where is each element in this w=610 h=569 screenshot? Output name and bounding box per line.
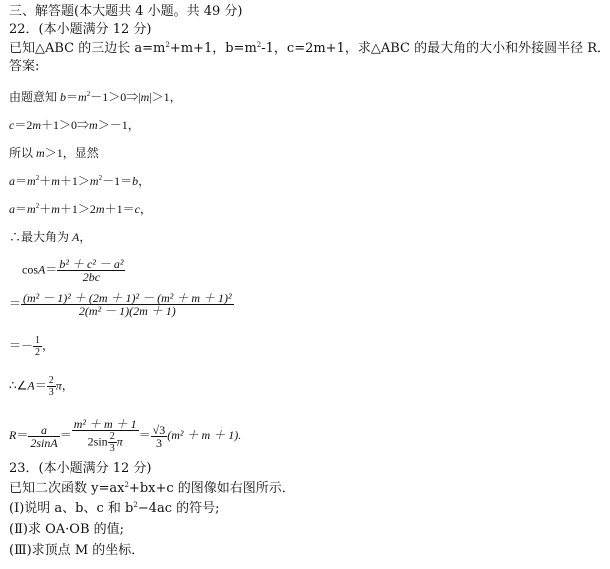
step-1-eq: ＝ xyxy=(66,90,79,104)
step-5-m3: m xyxy=(95,202,105,216)
half-formula xyxy=(9,335,54,358)
q22-stem-end: -1，c=2m+1，求△ABC 的最大角的大小和外接圆半径 R． xyxy=(261,41,610,56)
expand-numerator: (m² － 1)² ＋ (2m ＋ 1)² － (m² ＋ m ＋ 1)² xyxy=(23,291,232,305)
q23-part-1-end: −4ac 的符号; xyxy=(137,501,220,516)
expand-fraction xyxy=(21,292,234,317)
radius-frac1-den: 2sinA xyxy=(30,435,58,450)
angle-A: A xyxy=(27,378,35,393)
cos-lhs: cos xyxy=(22,262,38,277)
step-2-end: ＞－1， xyxy=(97,118,140,132)
half-end: ， xyxy=(42,338,55,353)
step-4-r1: ＋ xyxy=(39,174,52,188)
cos-formula xyxy=(22,258,125,283)
angle-formula xyxy=(9,375,74,398)
q22-stem-mid: +m+1，b=m xyxy=(169,41,257,56)
step-4-sq: 2 xyxy=(35,174,40,182)
radius-eq2: ＝ xyxy=(59,427,72,442)
step-2-mid2: ＋1＞0⇒ xyxy=(41,118,90,132)
q22-stem-sq2: 2 xyxy=(256,41,262,49)
q22-heading: 22．(本小题满分 12 分) xyxy=(9,22,152,37)
radius-eq3: ＝ xyxy=(138,427,151,442)
radius-R: R xyxy=(9,427,17,442)
q22-stem-start: 已知△ABC 的三边长 a=m xyxy=(9,41,166,56)
radius-frac2-num: m² ＋ m ＋ 1 xyxy=(73,417,137,431)
step-3-end: ＞1，显然 xyxy=(44,146,99,160)
q23-stem xyxy=(9,481,295,497)
half-denominator: 2 xyxy=(35,347,41,358)
step-3-pre: 所以 xyxy=(9,146,37,160)
step-4-b: b xyxy=(132,174,139,188)
q23-stem-sq: 2 xyxy=(124,481,129,489)
step-5-r1: ＋ xyxy=(39,202,52,216)
step-5-r2: ＋1＞2 xyxy=(59,202,96,216)
step-4-a: a xyxy=(9,174,15,188)
step-2 xyxy=(9,118,140,132)
step-2-m: m xyxy=(32,118,42,132)
step-4-r3: －1＝ xyxy=(102,174,133,188)
expand-formula xyxy=(9,292,234,317)
step-1-pre: 由题意知 xyxy=(9,90,61,104)
q23-part-1-sq: 2 xyxy=(133,501,138,509)
cos-fraction xyxy=(57,258,125,283)
step-4-m: m xyxy=(27,174,36,188)
step-6-end: ， xyxy=(79,230,92,244)
step-2-mid: ＝2 xyxy=(14,118,33,132)
radius-frac2-den-fraction xyxy=(108,431,117,454)
step-4: $a=m^2+m+1>m^2-1=b$， xyxy=(9,174,151,188)
angle-numerator: 2 xyxy=(48,375,54,386)
radius-frac2-den-pre: 2sin xyxy=(87,434,108,449)
radius-frac2-den-num: 2 xyxy=(109,431,115,442)
radius-frac2 xyxy=(72,418,139,454)
step-5-sq: 2 xyxy=(35,202,40,210)
step-5: $a=m^2+m+1>2m+1=c$， xyxy=(9,202,152,216)
cos-eq: ＝ xyxy=(45,262,58,277)
step-4-sq2: 2 xyxy=(98,174,103,182)
radius-frac3 xyxy=(151,424,168,449)
step-5-m2: m xyxy=(51,202,60,216)
radius-formula xyxy=(9,418,241,454)
q23-part-2: (Ⅱ)求 OA·OB 的值; xyxy=(9,522,125,537)
angle-end: ， xyxy=(61,378,74,393)
step-5-r3: ＋1＝ xyxy=(104,202,135,216)
q22-stem-sq1: 2 xyxy=(165,41,170,49)
step-4-m2: m xyxy=(51,174,60,188)
step-4-m3: m xyxy=(89,174,99,188)
section-heading: 三、解答题(本大题共 4 小题。共 49 分) xyxy=(9,4,243,19)
expand-eq: ＝ xyxy=(9,296,22,311)
step-5-c: c xyxy=(134,202,140,216)
step-3 xyxy=(9,146,99,160)
radius-frac3-den: 3 xyxy=(155,435,162,450)
step-1 xyxy=(9,90,182,104)
angle-fraction xyxy=(47,375,56,398)
half-numerator: 1 xyxy=(35,335,41,346)
q23-stem-start: 已知二次函数 y=ax xyxy=(9,481,125,496)
radius-eq1: ＝ xyxy=(16,427,29,442)
radius-frac2-den-den: 3 xyxy=(109,443,115,454)
half-lead: ＝－ xyxy=(9,338,34,353)
angle-eq: ＝ xyxy=(34,378,47,393)
step-2-m2: m xyxy=(89,118,98,132)
step-3-m: m xyxy=(36,146,45,160)
cos-denominator: 2bc xyxy=(82,270,101,284)
radius-frac3-num: √3 xyxy=(152,422,166,437)
q23-part-1-start: (Ⅰ)说明 a、b、c 和 b xyxy=(9,501,134,516)
radius-frac2-den-pi: π xyxy=(116,434,123,449)
half-fraction xyxy=(33,335,42,358)
angle-lead: ∴∠ xyxy=(9,378,28,393)
step-5-m: m xyxy=(27,202,36,216)
step-1-post: －1＞0⇒| xyxy=(90,90,141,104)
step-6 xyxy=(9,230,91,244)
step-1-sq: 2 xyxy=(86,90,91,98)
step-1-b: b xyxy=(60,90,67,104)
radius-frac1 xyxy=(28,424,59,449)
q22-stem xyxy=(9,41,610,57)
angle-denominator: 3 xyxy=(48,387,54,398)
q23-stem-end: +bx+c 的图像如右图所示． xyxy=(128,481,295,496)
cos-A: A xyxy=(38,262,46,277)
answer-label: 答案: xyxy=(9,59,40,74)
step-4-end: ， xyxy=(138,174,151,188)
radius-tail: (m² ＋ m ＋ 1). xyxy=(167,427,242,442)
step-1-end: |＞1， xyxy=(149,90,182,104)
radius-frac1-num: a xyxy=(28,424,59,437)
step-6-pre: ∴最大角为 xyxy=(9,230,73,244)
q23-part-1 xyxy=(9,501,220,517)
step-1-m2: m xyxy=(140,90,150,104)
radius-frac2-den xyxy=(72,431,139,454)
cos-numerator: b² ＋ c² － a² xyxy=(59,257,124,271)
step-2-c: c xyxy=(9,118,15,132)
step-4-r2: ＋1＞ xyxy=(59,174,90,188)
step-5-a: a xyxy=(9,202,15,216)
q23-heading: 23．(本小题满分 12 分) xyxy=(9,461,152,476)
angle-pi: π xyxy=(55,378,62,393)
step-5-end: ， xyxy=(139,202,152,216)
q23-part-3: (Ⅲ)求顶点 M 的坐标． xyxy=(9,543,145,558)
step-6-A: A xyxy=(72,230,80,244)
expand-denominator: 2(m² － 1)(2m ＋ 1) xyxy=(78,304,176,318)
step-1-m: m xyxy=(78,90,87,104)
